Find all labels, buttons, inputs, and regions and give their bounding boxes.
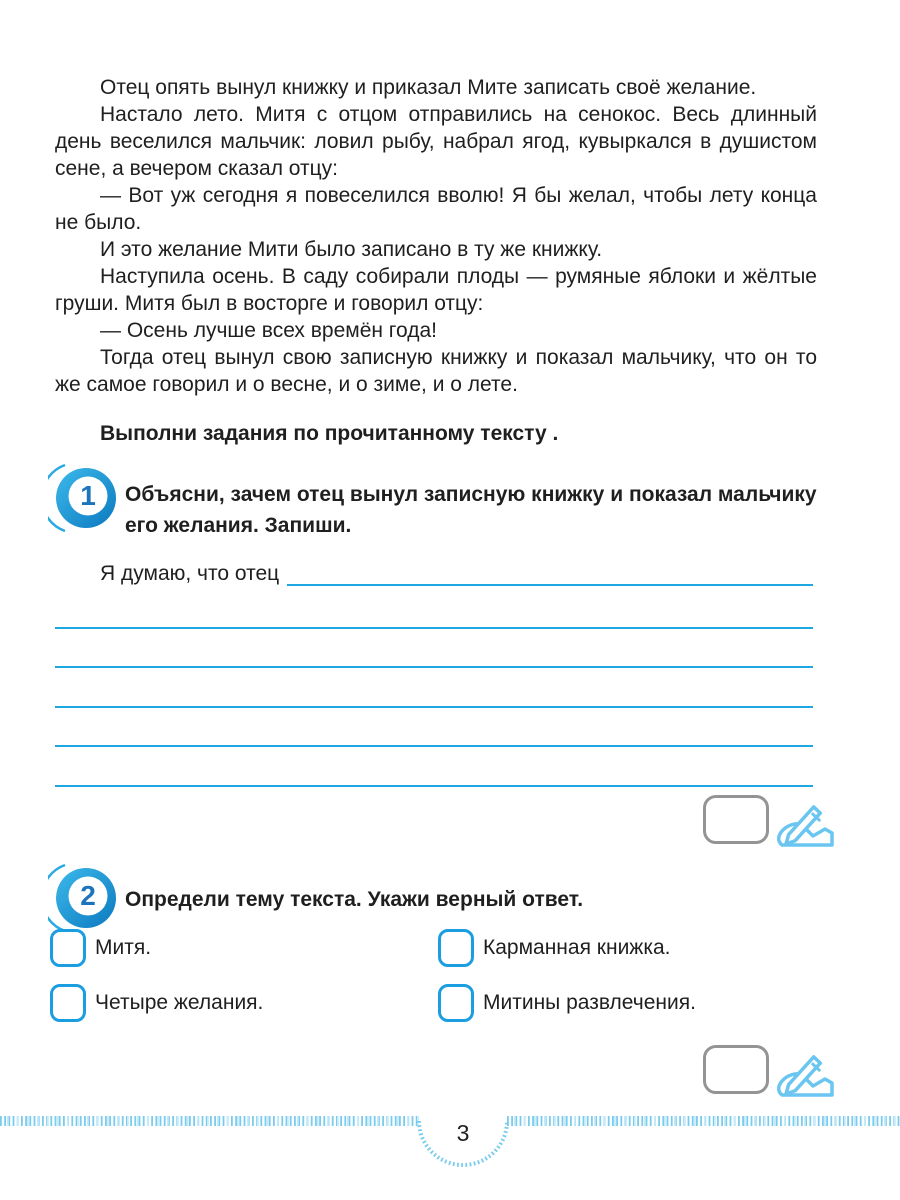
self-check-panel-1 (703, 793, 848, 853)
answer-prompt-row (55, 560, 813, 586)
task-1-number-badge (48, 462, 120, 534)
options-grid (50, 929, 820, 1022)
self-check-panel-2 (703, 1043, 848, 1103)
writing-line[interactable] (55, 629, 813, 669)
writing-line[interactable] (55, 589, 813, 629)
answer-option (50, 929, 438, 967)
task-2-text: Определи тему текста. Укажи верный ответ. (125, 888, 584, 911)
task-badge-icon (48, 862, 120, 934)
answer-checkbox[interactable] (50, 984, 86, 1022)
instruction-heading: Выполни задания по прочитанному тексту . (100, 422, 559, 445)
story-paragraph: И это желание Мити было записано в ту же книжку. (100, 238, 603, 261)
self-check-box[interactable] (703, 795, 769, 844)
answer-option-label: Митины развлечения. (483, 991, 696, 1014)
story-text (55, 74, 817, 404)
task-2-number-badge (48, 862, 120, 934)
answer-option-label: Митя. (95, 936, 152, 959)
writing-line[interactable] (55, 708, 813, 748)
answer-checkbox[interactable] (438, 984, 474, 1022)
answer-line-first[interactable] (287, 560, 813, 586)
task-badge-icon (48, 462, 120, 534)
answer-option (50, 984, 438, 1022)
answer-option-label: Карманная книжка. (483, 936, 671, 959)
task-2-number: 2 (80, 880, 96, 911)
writing-line[interactable] (55, 747, 813, 787)
page-number: 3 (456, 1120, 470, 1146)
writing-line[interactable] (55, 668, 813, 708)
story-paragraph: — Осень лучше всех времён года! (100, 319, 437, 342)
answer-prompt-label: Я думаю, что отец (100, 562, 280, 585)
story-paragraph: Наступила осень. В саду собирали плоды — румяные яблоки и жёлтые груши. Митя был в восторге и говорил отцу: (55, 265, 817, 315)
pencil-icon (775, 1047, 839, 1101)
story-paragraph: Настало лето. Митя с отцом отправились на сенокос. Весь длинный день веселился мальчик: ловил рыбу, набрал ягод, кувыркался в душистом сене, а вечером сказал отцу: (55, 103, 817, 180)
pencil-icon (775, 797, 839, 851)
answer-option (438, 984, 820, 1022)
answer-option-label: Четыре желания. (95, 991, 264, 1014)
answer-checkbox[interactable] (50, 929, 86, 967)
story-paragraph: Тогда отец вынул свою записную книжку и показал мальчику, что он то же самое говорил и о весне, и о зиме, и о лете. (55, 346, 817, 396)
answer-checkbox[interactable] (438, 929, 474, 967)
self-check-box[interactable] (703, 1045, 769, 1094)
answer-option (438, 929, 820, 967)
writing-lines (55, 589, 813, 787)
story-paragraph: Отец опять вынул книжку и приказал Мите записать своё желание. (100, 76, 757, 99)
task-1-number: 1 (80, 480, 96, 511)
task-1-text: Объясни, зачем отец вынул записную книжку и показал мальчику его желания. Запиши. (125, 483, 817, 537)
story-paragraph: — Вот уж сегодня я повеселился вволю! Я бы желал, чтобы лету конца не было. (55, 184, 817, 234)
